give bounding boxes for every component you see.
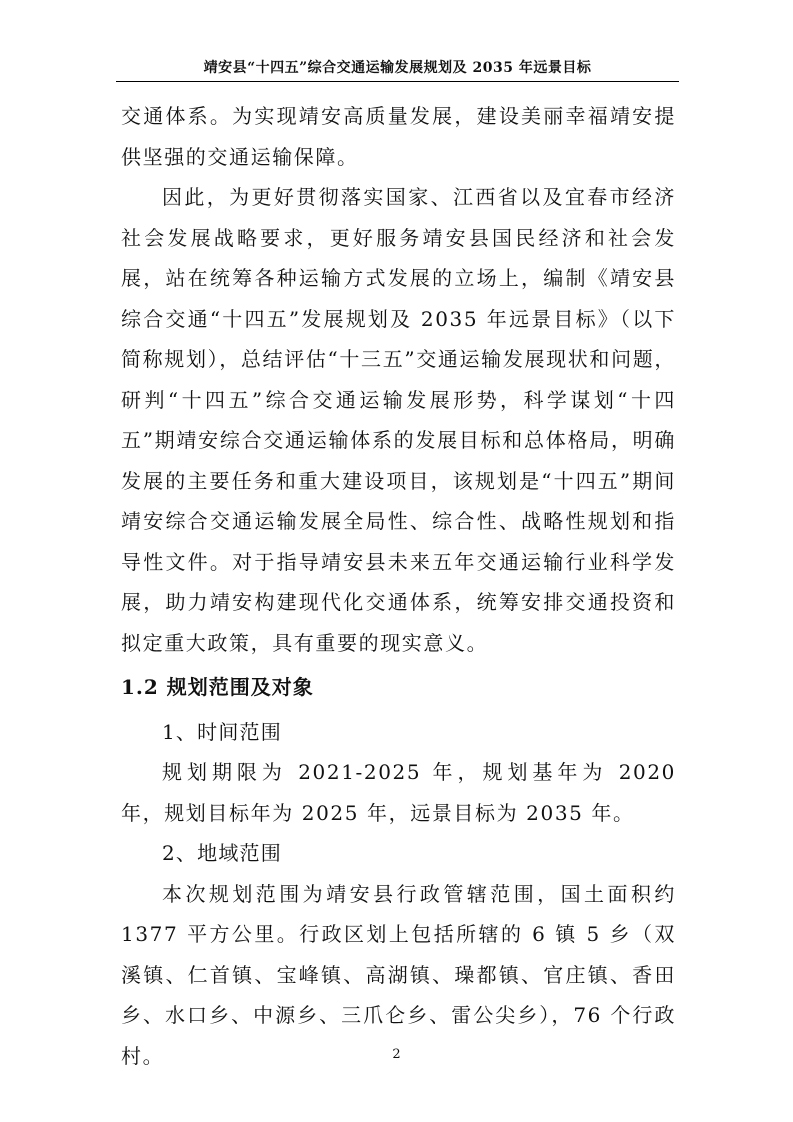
paragraph-area-scope: 本次规划范围为靖安县行政管辖范围，国土面积约 1377 平方公里。行政区划上包括所辖的 6 镇 5 乡（双溪镇、仁首镇、宝峰镇、高湖镇、璪都镇、官庄镇、香田乡、水口乡、中源乡、三爪仑乡、雷公尖乡），76 个行政村。 bbox=[121, 881, 676, 1068]
header-divider bbox=[116, 81, 679, 82]
page-number: 2 bbox=[392, 1047, 401, 1062]
running-header: 靖安县“十四五”综合交通运输发展规划及 2035 年远景目标 bbox=[203, 60, 592, 76]
subheading-time-scope: 1、时间范围 bbox=[162, 719, 282, 744]
section-heading: 1.2 规划范围及对象 bbox=[121, 675, 314, 699]
paragraph-continuation: 交通体系。为实现靖安高质量发展，建设美丽幸福靖安提供坚强的交通运输保障。 bbox=[121, 104, 676, 169]
subheading-area-scope: 2、地域范围 bbox=[162, 841, 282, 865]
paragraph-background: 因此，为更好贯彻落实国家、江西省以及宜春市经济社会发展战略要求，更好服务靖安县国民经济和社会发展，站在统筹各种运输方式发展的立场上，编制《靖安县综合交通“十四五”发展规划及 2035 年远景目标》（以下简称规划），总结评估“十三五”交通运输发展现状和问题，研判“十四五”综合交通运输发展形势，科学谋划“十四五”期靖安综合交通运输体系的发展目标和总体格局，明确发展的主要任务和重大建设项目，该规划是“十四五”期间靖安综合交通运输发展全局性、综合性、战略性规划和指导性文件。对于指导靖安县未来五年交通运输行业科学发展，助力靖安构建现代化交通体系，统筹安排交通投资和拟定重大政策，具有重要的现实意义。 bbox=[121, 185, 676, 655]
paragraph-time-scope: 规划期限为 2021-2025 年，规划基年为 2020 年，规划目标年为 2025 年，远景目标为 2035 年。 bbox=[121, 760, 676, 825]
page-body bbox=[121, 96, 676, 1076]
